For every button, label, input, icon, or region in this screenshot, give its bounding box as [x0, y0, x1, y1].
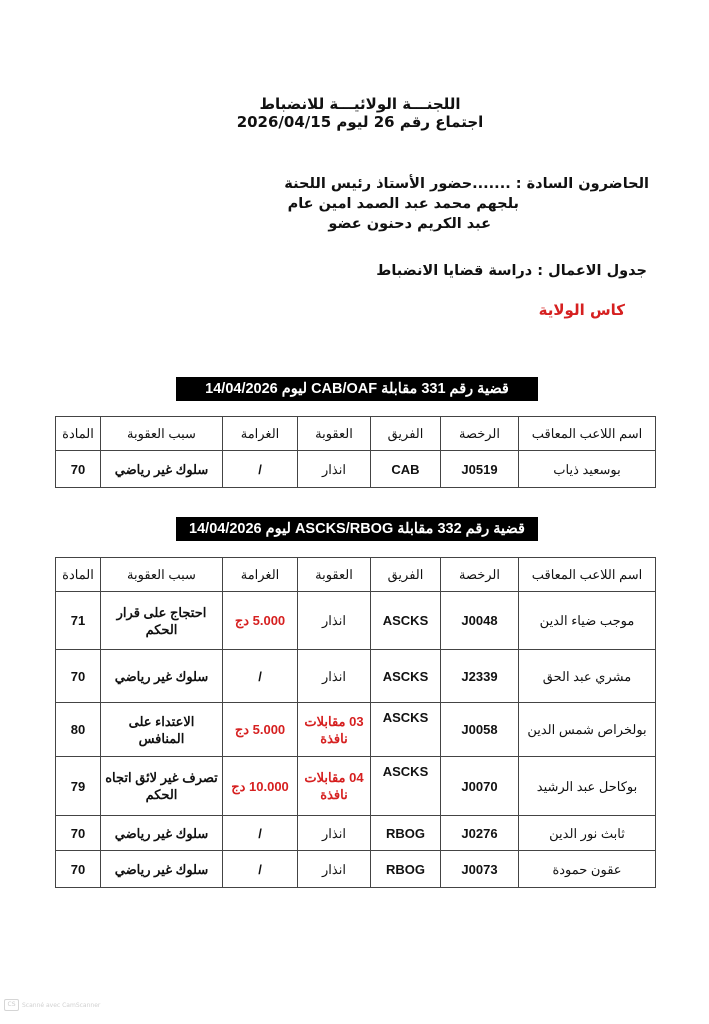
case-331-table [55, 416, 656, 488]
meeting-title: اجتماع رقم 26 ليوم 2026/04/15 [236, 113, 484, 131]
fine: / [223, 650, 298, 703]
col-reason: سبب العقوبة [101, 558, 223, 592]
player-name: ثابث نور الدين [519, 816, 656, 851]
sanction: انذار [298, 816, 371, 851]
table-row [56, 816, 656, 851]
col-reason: سبب العقوبة [101, 417, 223, 451]
reason: تصرف غير لائق اتجاه الحكم [101, 757, 223, 816]
license: J0073 [441, 851, 519, 888]
sanction: 04 مقابلات نافذة [298, 757, 371, 816]
fine: 10.000 دج [223, 757, 298, 816]
player-name: عقون حمودة [519, 851, 656, 888]
table-row [56, 451, 656, 488]
col-sanction: العقوبة [298, 417, 371, 451]
col-article: المادة [56, 558, 101, 592]
article: 79 [56, 757, 101, 816]
fine: / [223, 851, 298, 888]
case-332-banner: قضية رقم 332 مقابلة ASCKS/RBOG ليوم 14/04/2026 [176, 517, 538, 541]
article: 70 [56, 851, 101, 888]
team: RBOG [371, 851, 441, 888]
col-article: المادة [56, 417, 101, 451]
col-license: الرخصة [441, 417, 519, 451]
team: ASCKS [371, 650, 441, 703]
team: ASCKS [371, 592, 441, 650]
sanction: انذار [298, 451, 371, 488]
sanction: انذار [298, 851, 371, 888]
player-name: موجب ضياء الدين [519, 592, 656, 650]
sanction: انذار [298, 650, 371, 703]
scanner-watermark [4, 999, 100, 1011]
agenda: جدول الاعمال : دراسة قضايا الانضباط [376, 263, 647, 279]
player-name: بوكاحل عبد الرشيد [519, 757, 656, 816]
attendees-line-3: عبد الكريم دحنون عضو [328, 216, 491, 232]
reason: سلوك غير رياضي [101, 851, 223, 888]
team: ASCKS [371, 703, 441, 757]
article: 80 [56, 703, 101, 757]
team: ASCKS [371, 757, 441, 816]
col-license: الرخصة [441, 558, 519, 592]
table-header-row [56, 417, 656, 451]
license: J0058 [441, 703, 519, 757]
license: J0070 [441, 757, 519, 816]
fine: 5.000 دج [223, 703, 298, 757]
reason: سلوك غير رياضي [101, 816, 223, 851]
col-player: اسم اللاعب المعاقب [519, 417, 656, 451]
committee-title: اللجنـــة الولائيـــة للانضباط [259, 95, 461, 113]
col-fine: الغرامة [223, 417, 298, 451]
scanner-text: Scanné avec CamScanner [22, 1001, 101, 1009]
player-name: بوسعيد ذياب [519, 451, 656, 488]
col-player: اسم اللاعب المعاقب [519, 558, 656, 592]
case-332-table [55, 557, 656, 888]
license: J0048 [441, 592, 519, 650]
article: 70 [56, 816, 101, 851]
sanction: انذار [298, 592, 371, 650]
article: 70 [56, 650, 101, 703]
col-team: الفريق [371, 558, 441, 592]
reason: سلوك غير رياضي [101, 650, 223, 703]
attendees-line-1: الحاضرون السادة : .......حضور الأستاذ رئيس اللحنة [284, 176, 649, 192]
reason: سلوك غير رياضي [101, 451, 223, 488]
sanction: 03 مقابلات نافذة [298, 703, 371, 757]
article: 70 [56, 451, 101, 488]
case-331-banner: قضية رقم 331 مقابلة CAB/OAF ليوم 14/04/2026 [176, 377, 538, 401]
table-row [56, 851, 656, 888]
player-name: بولخراص شمس الدين [519, 703, 656, 757]
attendees-line-2: بلجهم محمد عبد الصمد امين عام [287, 196, 519, 212]
fine: / [223, 816, 298, 851]
table-row [56, 703, 656, 757]
license: J2339 [441, 650, 519, 703]
reason: احتجاج على قرار الحكم [101, 592, 223, 650]
team: RBOG [371, 816, 441, 851]
player-name: مشري عبد الحق [519, 650, 656, 703]
license: J0519 [441, 451, 519, 488]
license: J0276 [441, 816, 519, 851]
table-header-row [56, 558, 656, 592]
competition-title: كاس الولاية [538, 301, 625, 319]
col-sanction: العقوبة [298, 558, 371, 592]
table-row [56, 650, 656, 703]
table-row [56, 592, 656, 650]
article: 71 [56, 592, 101, 650]
fine: / [223, 451, 298, 488]
table-row [56, 757, 656, 816]
col-team: الفريق [371, 417, 441, 451]
col-fine: الغرامة [223, 558, 298, 592]
reason: الاعتداء على المنافس [101, 703, 223, 757]
team: CAB [371, 451, 441, 488]
fine: 5.000 دج [223, 592, 298, 650]
camscanner-logo-icon: CS [4, 999, 19, 1011]
